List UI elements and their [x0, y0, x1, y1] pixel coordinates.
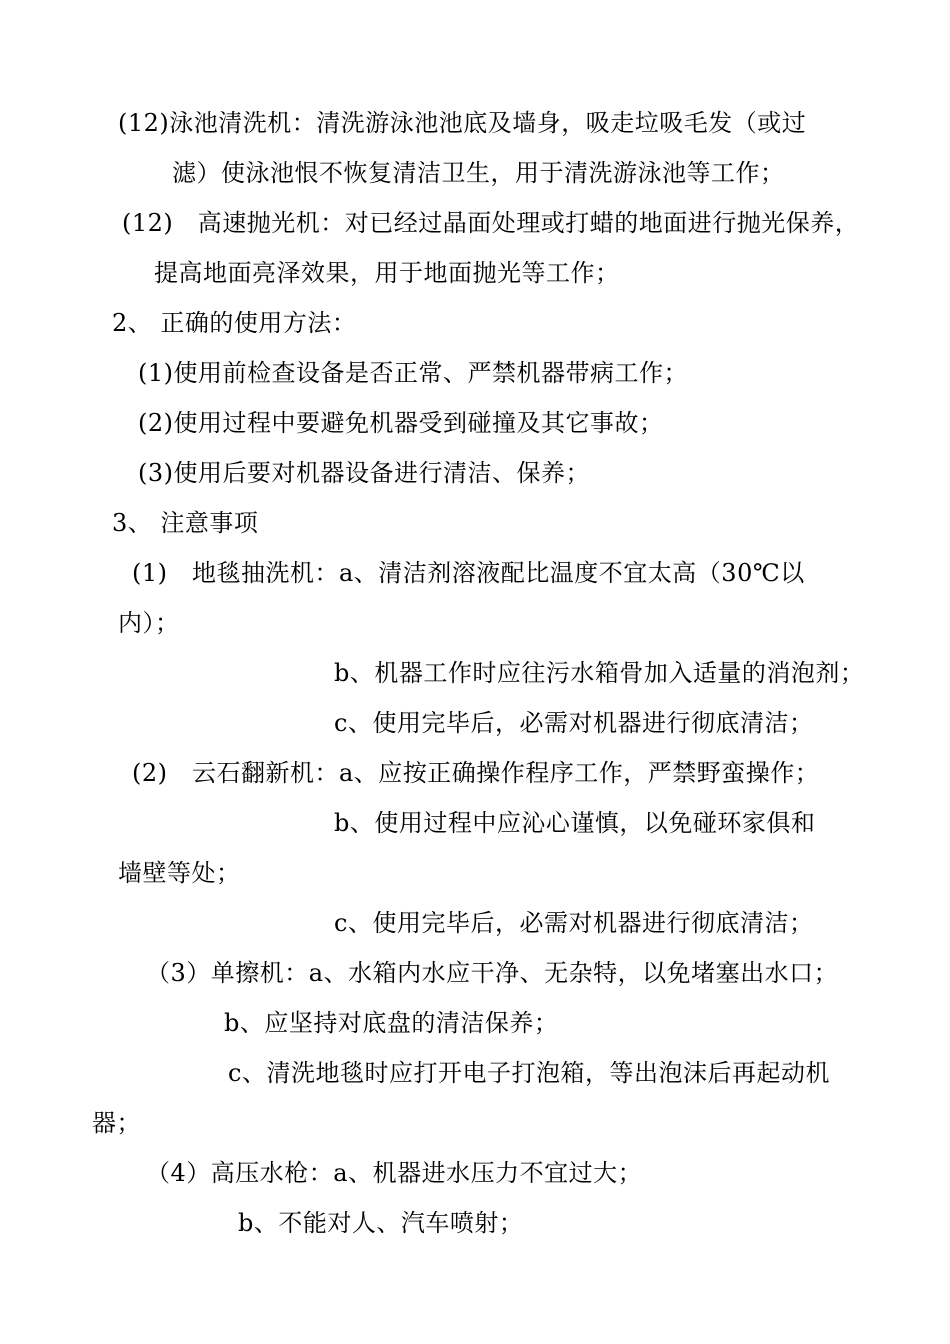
- usage-step-1: (1)使用前检查设备是否正常、严禁机器带病工作；: [138, 359, 688, 387]
- note-3-scrubber-a: （3）单擦机：a、水箱内水应干净、无杂特，以免堵塞出水口；: [146, 959, 839, 987]
- usage-step-3: (3)使用后要对机器设备进行清洁、保养；: [138, 459, 590, 487]
- note-1-carpet-extractor-a-cont: 内）；: [118, 609, 180, 637]
- section-2-heading: 2、 正确的使用方法：: [112, 309, 357, 337]
- note-2-marble-machine-b-cont: 墙壁等处；: [118, 859, 241, 887]
- note-3-scrubber-c-cont: 器；: [92, 1109, 141, 1137]
- note-4-pressure-washer-a: （4）高压水枪：a、机器进水压力不宜过大；: [146, 1159, 643, 1187]
- note-1-carpet-extractor-b: b、机器工作时应往污水箱骨加入适量的消泡剂；: [334, 659, 865, 687]
- note-4-pressure-washer-b: b、不能对人、汽车喷射；: [238, 1209, 524, 1237]
- note-2-marble-machine-b: b、使用过程中应沁心谨慎，以免碰环家俱和: [334, 809, 816, 837]
- section-3-heading: 3、 注意事项: [112, 509, 259, 537]
- note-1-carpet-extractor-c: c、使用完毕后，必需对机器进行彻底清洁；: [334, 709, 814, 737]
- note-2-marble-machine-a: (2) 云石翻新机：a、应按正确操作程序工作，严禁野蛮操作；: [132, 759, 820, 787]
- item-12-polisher-line1: (12) 高速抛光机：对已经过晶面处理或打蜡的地面进行抛光保养，: [122, 209, 860, 237]
- item-12-pool-cleaner-line2: 滤）使泳池恨不恢复清洁卫生，用于清洗游泳池等工作；: [172, 159, 785, 187]
- item-12-pool-cleaner-line1: (12)泳池清洗机：清洗游泳池池底及墙身，吸走垃吸毛发（或过: [118, 109, 807, 137]
- usage-step-2: (2)使用过程中要避免机器受到碰撞及其它事故；: [138, 409, 664, 437]
- item-12-polisher-line2: 提高地面亮泽效果，用于地面抛光等工作；: [154, 259, 620, 287]
- note-1-carpet-extractor-a: (1) 地毯抽洗机：a、清洁剂溶液配比温度不宜太高（30℃以: [132, 559, 805, 587]
- note-3-scrubber-b: b、应坚持对底盘的清洁保养；: [224, 1009, 559, 1037]
- note-2-marble-machine-c: c、使用完毕后，必需对机器进行彻底清洁；: [334, 909, 814, 937]
- note-3-scrubber-c: c、清洗地毯时应打开电子打泡箱，等出泡沫后再起动机: [228, 1059, 830, 1087]
